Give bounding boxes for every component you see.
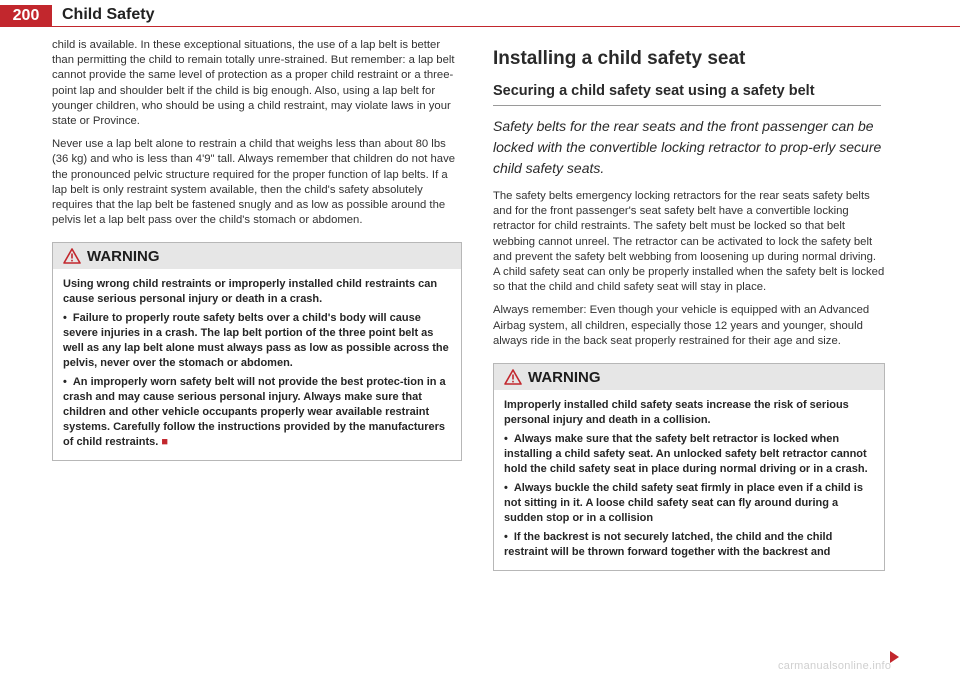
bullet-icon: • xyxy=(504,531,508,544)
warning-body xyxy=(53,269,461,460)
warning-triangle-icon xyxy=(63,248,81,264)
warning-item xyxy=(504,398,874,428)
warning-item-text: Always buckle the child safety seat firmly in place even if a child is not sitting in it. A loose child safety seat can fly around during a sudden stop or in a collision xyxy=(504,482,863,525)
bullet-icon: • xyxy=(504,482,508,495)
bullet-icon: • xyxy=(63,376,67,389)
warning-box xyxy=(493,363,885,571)
page-number: 200 xyxy=(12,7,40,24)
warning-item xyxy=(63,311,451,371)
warning-item xyxy=(63,375,451,450)
watermark: carmanualsonline.info xyxy=(778,660,892,672)
right-paragraph: The safety belts emergency locking retractors for the rear seats safety belts and for the front passenger's seat safety belt have a convertible locking retractor for child restraints. The safety belt must be locked so that belt webbing cannot unreel. The retractor can be activated to lock the safety belt and prevent the safety belt webbing from loosening up during normal driving. A child safety seat can only be properly installed when the safety belt is locked so that the child and child safety seat will stay in place. xyxy=(493,190,885,294)
warning-item xyxy=(504,481,874,526)
end-of-section-icon: ■ xyxy=(161,436,169,449)
warning-item-text: Using wrong child restraints or improperly installed child restraints can cause serious personal injury or death in a crash. xyxy=(63,278,438,306)
warning-header xyxy=(53,243,461,269)
warning-header xyxy=(494,364,884,390)
bullet-icon: • xyxy=(63,312,67,325)
warning-item-text: An improperly worn safety belt will not provide the best protec-tion in a crash and may cause serious personal injury. Always make sure that children and other vehicle occupants properly wear available restraint systems. Carefully follow the instructions provided by the manufacturers of child restraints. xyxy=(63,376,446,449)
warning-item-text: Failure to properly route safety belts over a child's body will cause severe injuries in a crash. The lap belt portion of the three point belt as well as any lap belt alone must always pass as low as possible across the pelvis, never over the stomach or abdomen. xyxy=(63,312,449,370)
warning-item-text: Improperly installed child safety seats increase the risk of serious personal injury and death in a collision. xyxy=(504,399,849,427)
continue-arrow-icon xyxy=(890,651,899,663)
left-paragraph: child is available. In these exceptional situations, the use of a lap belt is better than permitting the child to remain totally unre-strained. But remember: a lap belt cannot provide the same level of protection as a proper child restraint or a three-point lap and shoulder belt if the child is big enough. Also, using a lap belt for younger children, who should be using a child restraint, may violate laws in your state or Province. xyxy=(52,39,455,128)
intro-text: Safety belts for the rear seats and the front passenger can be locked with the convertible locking retractor to prop-erly secure child safety seats. xyxy=(493,118,882,176)
bullet-icon: • xyxy=(504,433,508,446)
warning-item-text: If the backrest is not securely latched, the child and the child restraint will be thrown forward together with the backrest and xyxy=(504,531,833,559)
warning-body xyxy=(494,390,884,570)
warning-item xyxy=(504,432,874,477)
right-column xyxy=(493,48,885,571)
page-number-badge xyxy=(0,5,52,27)
warning-item xyxy=(504,530,874,560)
chapter-title: Child Safety xyxy=(62,6,155,23)
subsection-rule xyxy=(493,105,881,106)
header-rule xyxy=(52,26,960,27)
warning-box xyxy=(52,242,462,461)
section-title: Installing a child safety seat xyxy=(493,48,746,69)
warning-label: WARNING xyxy=(87,247,160,265)
right-paragraph: Always remember: Even though your vehicle is equipped with an Advanced Airbag system, all children, especially those 12 years and younger, should always ride in the back seat properly restrained for their age and size. xyxy=(493,304,870,347)
warning-item xyxy=(63,277,451,307)
left-column xyxy=(52,38,462,461)
subsection-title: Securing a child safety seat using a safety belt xyxy=(493,83,815,99)
warning-item-text: Always make sure that the safety belt retractor is locked when installing a child safety seat. An unlocked safety belt retractor cannot hold the child safety seat in place during normal driving or in a crash. xyxy=(504,433,868,476)
warning-label: WARNING xyxy=(528,368,601,386)
warning-triangle-icon xyxy=(504,369,522,385)
left-paragraph: Never use a lap belt alone to restrain a child that weighs less than about 80 lbs (36 kg) and who is less than 4'9" tall. Always remember that children do not have the pronounced pelvic structure required for the proper function of lap belts. If a lap belt is only restraint system available, then the child's safety absolutely requires that the lap belt be fastened snugly and as low as possible around the pelvis let a lap belt pass over the child's stomach or abdomen. xyxy=(52,138,456,227)
